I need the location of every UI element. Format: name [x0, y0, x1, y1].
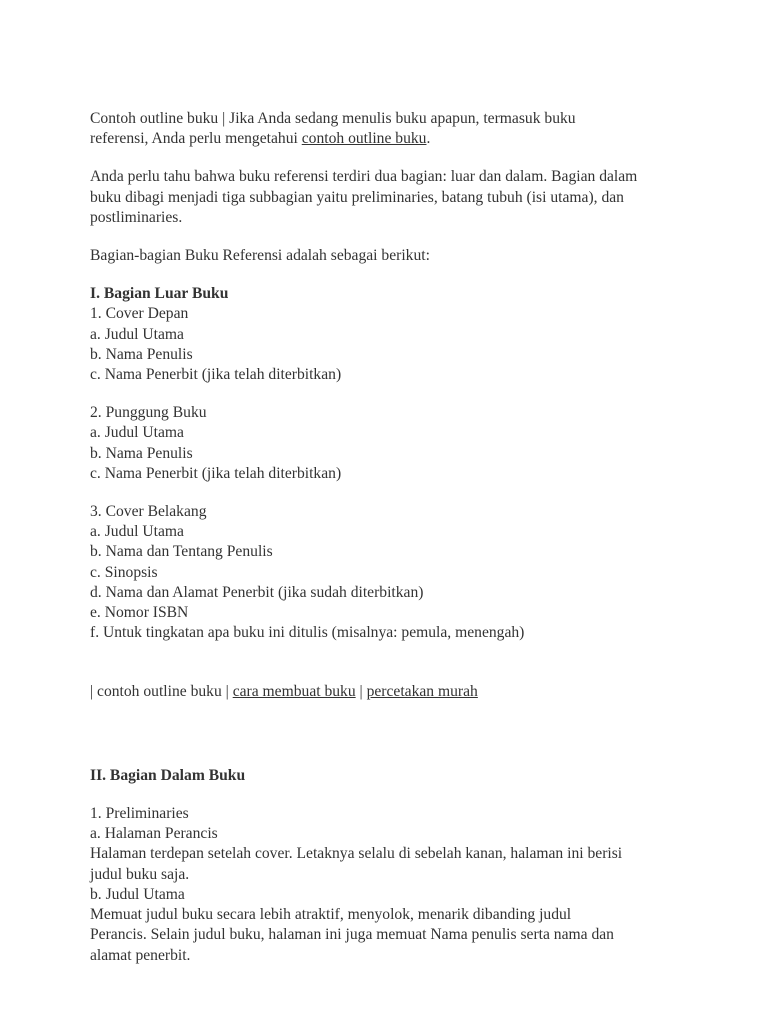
list-item: a. Judul Utama: [90, 523, 184, 541]
section-inner-part: [90, 766, 650, 966]
related-links-line: [90, 661, 650, 701]
list-group-title: 2. Punggung Buku: [90, 404, 207, 422]
list-item: b. Nama Penulis: [90, 444, 193, 462]
section-outer-part: [90, 284, 650, 385]
list-item: f. Untuk tingkatan apa buku ini ditulis (misalnya: pemula, menengah): [90, 624, 525, 642]
list-group-title: 1. Cover Depan: [90, 305, 189, 323]
text-line: 1. Preliminaries: [90, 805, 189, 823]
list-item: c. Nama Penerbit (jika telah diterbitkan): [90, 366, 342, 384]
text-line: Perancis. Selain judul buku, halaman ini juga memuat Nama penulis serta nama dan: [90, 926, 614, 944]
list-group-back-cover: [90, 502, 650, 643]
links-prefix: | contoh outline buku |: [90, 682, 233, 700]
list-item: a. Judul Utama: [90, 424, 184, 442]
contoh-outline-buku-link[interactable]: contoh outline buku: [301, 130, 427, 148]
text-line: Halaman terdepan setelah cover. Letaknya selalu di sebelah kanan, halaman ini berisi: [90, 845, 623, 863]
list-group-spine: [90, 403, 650, 484]
list-group-title: 3. Cover Belakang: [90, 503, 207, 521]
text-line: alamat penerbit.: [90, 946, 191, 964]
intro-text: Contoh outline buku | Jika Anda sedang menulis buku apapun, termasuk buku referensi, Anda perlu mengetahui: [90, 110, 576, 148]
document-body: [90, 109, 650, 966]
intro-period: .: [426, 130, 431, 148]
list-intro-paragraph: Bagian-bagian Buku Referensi adalah sebagai berikut:: [90, 247, 430, 265]
text-line: Memuat judul buku secara lebih atraktif, menyolok, menarik dibanding judul: [90, 906, 572, 924]
percetakan-murah-link[interactable]: percetakan murah: [366, 682, 478, 700]
text-line: judul buku saja.: [90, 865, 190, 883]
spacer: [90, 720, 650, 766]
list-item: c. Nama Penerbit (jika telah diterbitkan): [90, 464, 342, 482]
section-heading: I. Bagian Luar Buku: [90, 285, 229, 303]
section-heading: II. Bagian Dalam Buku: [90, 766, 246, 784]
text-line: a. Halaman Perancis: [90, 825, 218, 843]
list-item: a. Judul Utama: [90, 325, 184, 343]
list-item: d. Nama dan Alamat Penerbit (jika sudah diterbitkan): [90, 583, 424, 601]
list-item: b. Nama Penulis: [90, 345, 193, 363]
parts-paragraph: Anda perlu tahu bahwa buku referensi terdiri dua bagian: luar dan dalam. Bagian dalam buku dibagi menjadi tiga subbagian yaitu preliminaries, batang tubuh (isi utama), dan postliminaries.: [90, 168, 638, 226]
spacer: [90, 786, 650, 804]
list-item: e. Nomor ISBN: [90, 604, 189, 622]
text-line: b. Judul Utama: [90, 885, 185, 903]
list-item: c. Sinopsis: [90, 563, 158, 581]
cara-membuat-buku-link[interactable]: cara membuat buku: [232, 682, 356, 700]
links-separator: |: [355, 682, 367, 700]
intro-paragraph: [90, 109, 630, 149]
list-item: b. Nama dan Tentang Penulis: [90, 543, 273, 561]
